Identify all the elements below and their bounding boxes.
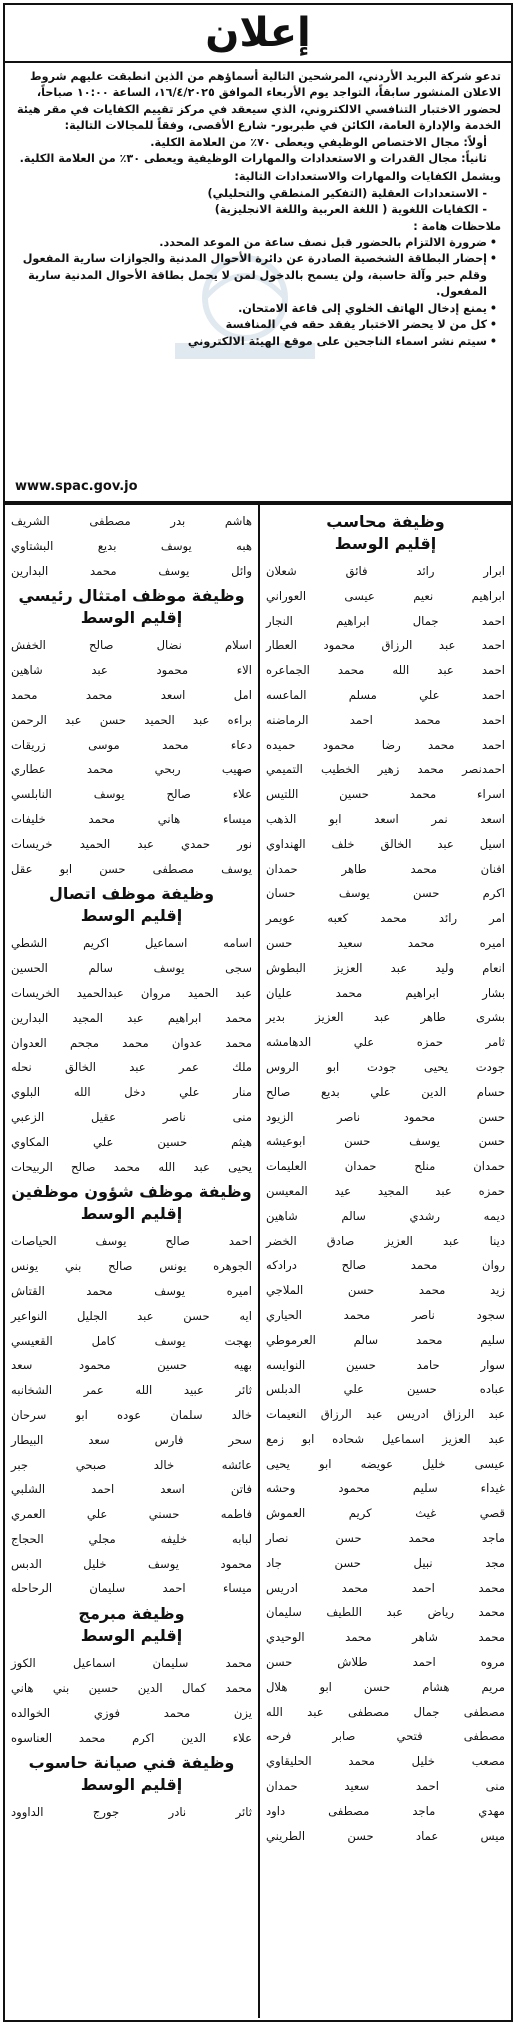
candidate-name: اميره محمد سعيد حسن <box>266 935 505 950</box>
candidate-name: اسعد نمر اسعد ابو الذهب <box>266 811 505 826</box>
candidate-name: ابرار رائد فائق شعلان <box>266 564 505 578</box>
candidate-name: ثائر عبيد الله عمر الشخانبه <box>11 1383 252 1398</box>
left-column <box>5 505 258 2018</box>
candidate-name: هبه يوسف بديع البشتاوي <box>11 538 252 553</box>
candidate-name: اكرم حسن يوسف حسان <box>266 886 505 901</box>
candidate-name: انعام وليد عبد العزيز البطوش <box>266 960 505 975</box>
candidate-name: مروه احمد طلاش حسن <box>266 1655 505 1670</box>
intro-paragraph: تدعو شركة البريد الأردني، المرشحين التالية أسماؤهم من الذين انطبقت عليهم شروط الاعلان المنشور سابقاً، التواجد يوم الأربعاء الموافق ١٦/٤/٢٠٢٥، الساعة ١٠:٠٠ صباحاً، لحضور الاختبار التنافسي الالكتروني، الذي سيعقد في مركز تقييم الكفايات في مقر هيئة الخدمة والإدارة العامة، الكائن في طبربور- شارع الأقصى، وفقاً للمجالات التالية: <box>16 70 501 133</box>
candidate-name: احمد جمال ابراهيم النجار <box>266 613 505 628</box>
candidate-name: سليم محمد سالم العرموطي <box>266 1332 505 1347</box>
note-item: • كل من لا يحضر الاختبار يفقد حقه في المنافسة <box>15 317 497 333</box>
candidate-name: ميساء احمد سليمان الرحاحله <box>11 1581 252 1596</box>
candidate-name: مهدي ماجد مصطفى داود <box>266 1803 505 1818</box>
candidate-name: ميساء هاني محمد خليفات <box>11 811 252 826</box>
job-heading <box>11 585 252 629</box>
candidate-name: سجود ناصر محمد الحياري <box>266 1307 505 1322</box>
job-region: إقليم الوسط <box>80 608 183 628</box>
job-region: إقليم الوسط <box>80 1626 183 1646</box>
notes-list <box>15 235 501 350</box>
announcement-intro <box>5 63 511 501</box>
candidate-name: ماجد محمد حسن نصار <box>266 1531 505 1546</box>
job-title: وظيفة محاسب <box>326 512 445 531</box>
candidate-name: جودت يحيى جودت ابو الروس <box>266 1059 505 1074</box>
candidate-name: مريم هشام حسن ابو هلال <box>266 1679 505 1694</box>
candidate-name: غيداء سليم محمود وحشه <box>266 1481 505 1496</box>
candidate-name: روان محمد صالح درادكه <box>266 1258 505 1273</box>
candidate-name: سجى يوسف سالم الحسين <box>11 961 252 976</box>
candidate-name: محمد شاهر محمد الوحيدي <box>266 1630 505 1645</box>
candidate-name: يحيى عبد الله محمد صالح الربيحات <box>11 1159 252 1174</box>
candidate-name: احمد عبد الرزاق محمود العطار <box>266 638 505 653</box>
announcement-frame <box>3 3 513 2022</box>
area-item: أولاً: مجال الاختصاص الوظيفي ويعطى ٧٠٪ من العلامة الكلية. <box>150 135 487 149</box>
note-item: • يمنع إدخال الهاتف الخلوي إلى قاعة الامتحان. <box>15 301 497 317</box>
candidate-name: وائل يوسف محمد البدارين <box>11 563 252 578</box>
candidate-name: احمدنصر محمد زهير الخطيب التميمي <box>266 762 505 777</box>
note-item: • سيتم نشر اسماء الناجحين على موقع الهيئة الالكتروني <box>15 334 497 350</box>
candidate-name: بشار ابراهيم محمد عليان <box>266 985 505 1000</box>
job-title: وظيفة موظف اتصال <box>48 884 215 904</box>
skills-list <box>15 186 501 219</box>
job-region: إقليم الوسط <box>80 1204 183 1224</box>
job-heading <box>11 1752 252 1796</box>
job-title: وظيفة مبرمج <box>78 1604 185 1624</box>
candidate-name: ثائر نادر جورج الداوود <box>11 1805 252 1820</box>
candidate-name: اسيل عبد الخالق خلف الهنداوي <box>266 836 505 851</box>
candidate-name: مجد نبيل حسن جاد <box>266 1555 505 1570</box>
job-title: وظيفة موظف شؤون موظفين <box>11 1182 252 1202</box>
right-column <box>258 505 511 2018</box>
job-heading <box>266 511 505 555</box>
candidate-name: علاء صالح يوسف النابلسي <box>11 787 252 802</box>
candidate-name: ميس عماد حسن الطريني <box>266 1828 505 1843</box>
job-heading <box>11 1603 252 1647</box>
candidate-name: حسن يوسف حسن ابوعيشه <box>266 1134 505 1149</box>
candidate-name: ابراهيم نعيم عيسى العوراني <box>266 588 505 603</box>
candidate-name: منى ناصر عقيل الزعبي <box>11 1109 252 1124</box>
candidate-name: دعاء محمد موسى زريقات <box>11 737 252 752</box>
candidate-name: امل اسعد محمد محمد <box>11 687 252 702</box>
candidate-name: محمد ابراهيم عبد المجيد البدارين <box>11 1010 252 1025</box>
candidate-name: حسن محمود ناصر الزيود <box>266 1109 505 1124</box>
area-item: ثانياً: مجال القدرات و الاستعدادات والمهارات الوظيفية ويعطى ٣٠٪ من العلامة الكلية. <box>19 152 487 166</box>
candidate-name: منار علي دخل الله البلوي <box>11 1085 252 1100</box>
candidate-name: براءه عبد الحميد حسن عبد الرحمن <box>11 712 252 727</box>
note-item: • ضرورة الالتزام بالحضور قبل نصف ساعة من الموعد المحدد. <box>15 235 497 251</box>
candidate-name: عيسى خليل عويضه ابو يحيى <box>266 1456 505 1471</box>
skill-item: - الكفايات اللغوية ( اللغة العربية واللغة الانجليزية) <box>214 203 487 217</box>
candidate-name: بهجت يوسف كامل القعيسي <box>11 1333 252 1348</box>
job-heading <box>11 883 252 927</box>
candidate-name: هاشم بدر مصطفى الشريف <box>11 514 252 528</box>
website-link[interactable]: www.spac.gov.jo <box>15 478 138 494</box>
candidate-name: مصطفى فتحي صابر فرحه <box>266 1729 505 1744</box>
candidate-name: ديمه رشدي سالم شاهين <box>266 1208 505 1223</box>
candidate-name: محمد سليمان اسماعيل الكوز <box>11 1656 252 1671</box>
job-region: إقليم الوسط <box>80 1775 183 1795</box>
candidate-name: حسام الدين علي بديع صالح <box>266 1084 505 1099</box>
candidate-name: الاء محمود عبد شاهين <box>11 663 252 678</box>
candidate-name: امر رائد محمد كعبه عويمر <box>266 911 505 926</box>
areas-list <box>15 135 501 168</box>
candidate-name: بشرى طاهر عبد العزيز بدير <box>266 1010 505 1025</box>
candidate-name: صهيب ربحي محمد عطاري <box>11 762 252 777</box>
candidate-name: محمد احمد محمد ادريس <box>266 1580 505 1595</box>
job-title: وظيفة فني صيانة حاسوب <box>28 1753 235 1773</box>
candidate-name: حمدان منلح حمدان العليمات <box>266 1159 505 1174</box>
candidate-name: علاء الدين اكرم محمد العناسوه <box>11 1730 252 1745</box>
skill-item: - الاستعدادات العقلية (التفكير المنطقي والتحليلي) <box>207 186 487 200</box>
candidate-name: اسراء محمد حسين اللتيس <box>266 787 505 802</box>
candidate-name: محمد عدوان محمد مجحم العدوان <box>11 1035 252 1050</box>
candidate-name: عبد العزيز اسماعيل شحاده ابو زمع <box>266 1431 505 1446</box>
candidate-name: يزن محمد فوزي الخوالده <box>11 1705 252 1720</box>
candidate-name: مصطفى جمال مصطفى عبد الله <box>266 1704 505 1719</box>
candidate-name: عائشه خالد صبحي جبر <box>11 1457 252 1472</box>
candidate-name: نور حمدي عبد الحميد خريسات <box>11 836 252 851</box>
job-title: وظيفة موظف امتثال رئيسي <box>18 586 245 606</box>
candidate-name: عبد الرزاق ادريس عبد الرزاق النعيمات <box>266 1407 505 1422</box>
job-heading <box>11 1181 252 1225</box>
candidate-name: احمد محمد رضا محمود حميده <box>266 737 505 752</box>
candidate-name: هيثم حسين علي المكاوي <box>11 1134 252 1149</box>
candidate-name: فاتن اسعد احمد الشلبي <box>11 1482 252 1497</box>
names-columns <box>5 505 511 2018</box>
skills-heading: ويشمل الكفايات والمهارات والاستعدادات التالية: <box>234 170 501 184</box>
candidate-name: ملك عمر عبد الخالق نحله <box>11 1060 252 1075</box>
candidate-name: فاطمه حسني علي العمري <box>11 1507 252 1522</box>
job-region: إقليم الوسط <box>80 906 183 926</box>
candidate-name: اسامه اسماعيل اكريم الشطي <box>11 936 252 951</box>
candidate-name: محمد كمال الدين حسين بني هاني <box>11 1681 252 1696</box>
notes-heading: ملاحظات هامة : <box>413 219 501 233</box>
candidate-name: اسلام نضال صالح الخفش <box>11 638 252 653</box>
candidate-name: مصعب خليل محمد الحليقاوي <box>266 1754 505 1769</box>
candidate-name: محمود يوسف خليل الدبس <box>11 1556 252 1571</box>
announcement-title: إعلان <box>205 10 311 56</box>
candidate-name: يوسف مصطفى حسن ابو عقل <box>11 861 252 876</box>
candidate-name: حمزه عبد المجيد عيد المعيسن <box>266 1183 505 1198</box>
job-region: إقليم الوسط <box>334 534 437 553</box>
candidate-name: احمد علي مسلم الماعسه <box>266 687 505 702</box>
candidate-name: قصي غيث كريم العموش <box>266 1506 505 1521</box>
candidate-name: زيد محمد حسن الملاجي <box>266 1283 505 1298</box>
candidate-name: دينا عبد العزيز صادق الخضر <box>266 1233 505 1248</box>
candidate-name: بهيه حسين محمود سعد <box>11 1358 252 1373</box>
candidate-name: الجوهره يونس صالح بني يونس <box>11 1259 252 1274</box>
candidate-name: عباده حسين علي الدبلس <box>266 1382 505 1397</box>
candidate-name: احمد صالح يوسف الحياصات <box>11 1234 252 1249</box>
candidate-name: منى احمد سعيد حمدان <box>266 1779 505 1794</box>
candidate-name: سحر فارس سعد البيطار <box>11 1432 252 1447</box>
candidate-name: ايه حسن عبد الجليل النواعير <box>11 1308 252 1323</box>
candidate-name: افنان محمد طاهر حمدان <box>266 861 505 876</box>
candidate-name: لبابه خليفه مجلي الحجاج <box>11 1531 252 1546</box>
candidate-name: سوار حامد حسين النوايسه <box>266 1357 505 1372</box>
announcement-title-bar <box>5 5 511 63</box>
candidate-name: خالد سلمان عوده ابو سرحان <box>11 1407 252 1422</box>
candidate-name: ثامر حمزه علي الدهامشه <box>266 1035 505 1050</box>
candidate-name: عبد الحميد مروان عبدالحميد الخريسات <box>11 985 252 1000</box>
candidate-name: محمد رياض عبد اللطيف سليمان <box>266 1605 505 1620</box>
candidate-name: اميره يوسف محمد القتاش <box>11 1283 252 1298</box>
candidate-name: احمد عبد الله محمد الجماعره <box>266 663 505 678</box>
candidate-name: احمد محمد احمد الرماضنه <box>266 712 505 727</box>
note-item: • إحضار البطاقة الشخصية الصادرة عن دائرة الأحوال المدنية والجوازات سارية المفعول وقلم حبر وآلة حاسبة، ولن يسمح بالدخول لمن لا يحمل بطاقة الأحوال المدنية سارية المفعول. <box>15 251 497 300</box>
